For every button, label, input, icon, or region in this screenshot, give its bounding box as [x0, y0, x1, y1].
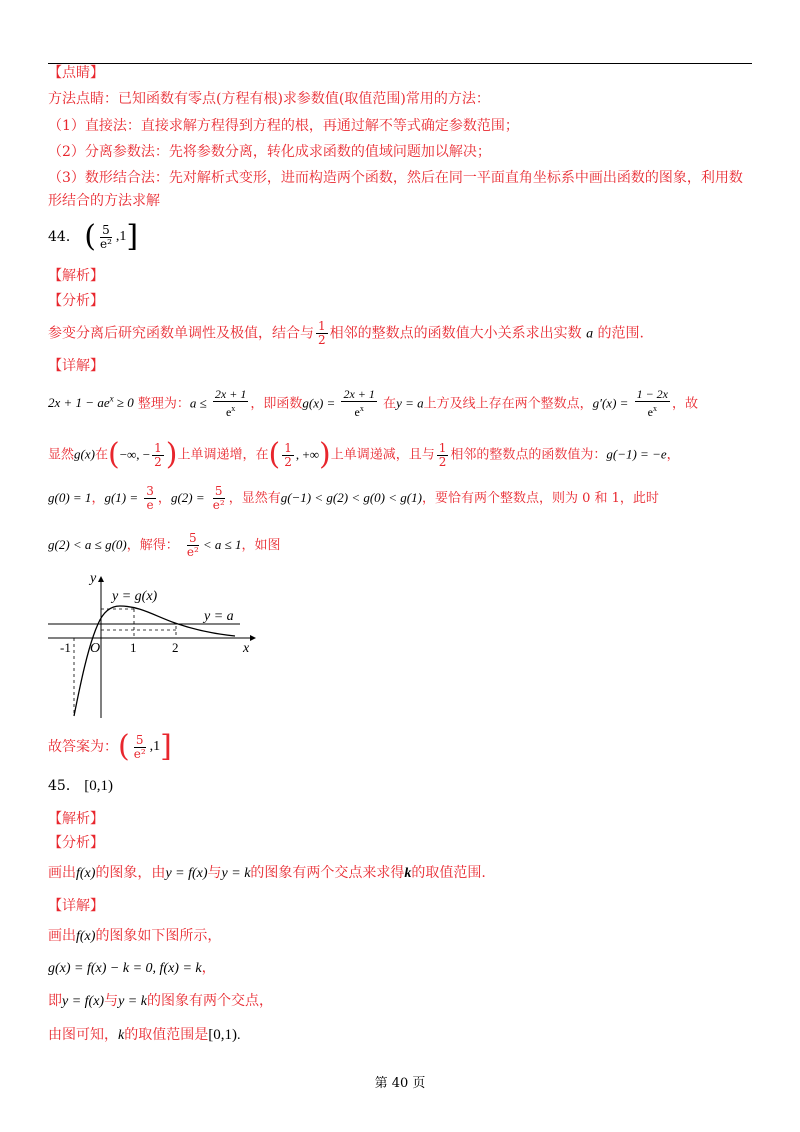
dianjing-line-2: （1）直接法：直接求解方程得到方程的根，再通过解不等式确定参数范围； [48, 118, 519, 134]
d2-gx: g(x) [74, 446, 95, 462]
sol-den: e² [186, 545, 199, 559]
k-2: k [118, 1028, 125, 1043]
dianjing-heading: 【点睛】 [48, 65, 104, 81]
final-num: 5 [135, 732, 144, 747]
d1-frac-den-2: $e^x$ [354, 404, 364, 420]
q44-answer-tail: ,1 [115, 229, 127, 244]
q45-line-3: 即y = f(x)与y = k的图象有两个交点， [48, 993, 273, 1009]
q44-detail-2: 显然g(x)在( −∞, − $\frac{1}{2}$ )上单调递增，在( $\frac{1}{2}$ , +∞ )上单调递减，且与 $\frac{1}{2}$ 相邻的整数点的函数值为：g(−1) = −e， [48, 437, 680, 472]
d2-t5: 相邻的整数点的函数值为： [450, 447, 607, 463]
q45-fenxi-text: 画出f(x)的图象，由y = f(x)与y = k的图象有两个交点来求得k的取值范围. [48, 865, 486, 881]
gp-num: 1 − 2x [636, 387, 668, 402]
d1-t4: 上方及线上存在两个整数点， [423, 396, 593, 412]
d4-t2: ，如图 [241, 538, 281, 553]
tick-2: 2 [172, 640, 179, 655]
tick-minus-1: -1 [60, 640, 71, 655]
gpx: g′(x) = [592, 395, 629, 411]
d1-frac-den: $e^x$ [225, 404, 236, 420]
gx-eq: g(x) = f(x) − k = 0, f(x) = k [48, 961, 202, 976]
q44-detail-3 [48, 485, 659, 512]
q44-fenxi-a: 参变分离后研究函数单调性及极值，结合与 [48, 325, 314, 342]
yk: y = k [221, 866, 251, 881]
function-graph [40, 568, 270, 723]
x-axis-label: x [243, 641, 250, 656]
q44-fenxi-c: 的范围. [597, 325, 644, 342]
d2-t3: 上单调递增，在 [177, 447, 269, 463]
q44-answer-den: e² [100, 236, 112, 251]
q45-line-4: 由图可知，k的取值范围是[0,1). [48, 1027, 241, 1043]
d4-t1: ，解得： [126, 538, 179, 553]
d3-t3: ，显然有 [228, 491, 281, 506]
yfx-2: y = f(x) [62, 994, 105, 1009]
sol-num: 5 [189, 531, 197, 545]
gp-den: $e^x$ [647, 404, 657, 420]
k-range: [0,1) [208, 1027, 237, 1043]
q45-number: 45． [48, 778, 80, 794]
g1-den: e [146, 498, 154, 512]
ineq: $2x + 1 - ae^x \ge 0$ [48, 394, 134, 411]
q45-answer-line [48, 775, 113, 797]
q44-final [48, 729, 172, 764]
top-rule [48, 63, 752, 64]
tick-1: 1 [130, 640, 137, 655]
origin-label: O [90, 641, 101, 656]
q44-fenxi-b: 相邻的整数点的函数值大小关系求出实数 [329, 325, 582, 342]
fx-2: f(x) [76, 929, 96, 944]
d1-t2: ，即函数 [250, 396, 303, 412]
d2-t4: 上单调递减，且与 [330, 447, 435, 463]
half-den: 2 [318, 333, 326, 347]
q45-xiangjie: 【详解】 [48, 898, 104, 914]
q44-answer-line [48, 219, 139, 254]
q44-number: 44． [48, 229, 80, 245]
d3-t2: ， [157, 491, 171, 506]
final-den: e² [133, 746, 146, 761]
gx-def: g(x) = [302, 395, 336, 411]
interval-1: ( −∞, − $\frac{1}{2}$ ) [107, 437, 178, 472]
a-range: g(2) < a ≤ g(0) [48, 537, 127, 552]
page-footer: 第 40 页 [374, 1076, 426, 1091]
q44-fenxi: 【分析】 [48, 293, 104, 309]
g-minus-1: g(−1) = −e [606, 446, 667, 462]
sol-tail: < a ≤ 1 [202, 537, 242, 552]
g2: g(2) = [170, 490, 205, 505]
curve-label: y = g(x) [112, 589, 158, 604]
q45-answer: [0,1) [84, 778, 114, 794]
a-le: a ≤ [189, 395, 207, 411]
k: k [404, 866, 412, 881]
d1-frac-num: 2x + 1 [214, 387, 247, 402]
q45-line-2: g(x) = f(x) − k = 0, f(x) = k， [48, 960, 216, 976]
g2-den: e² [212, 498, 225, 512]
g2-num: 5 [214, 484, 223, 498]
fx: f(x) [76, 866, 96, 881]
d1-t5: ，故 [672, 396, 699, 412]
d2-t6: ， [666, 447, 680, 463]
q44-detail-1 [48, 388, 698, 419]
yfx: y = f(x) [165, 866, 208, 881]
q44-answer-num: 5 [102, 222, 110, 237]
q44-fenxi-text [48, 320, 644, 347]
q45-fenxi: 【分析】 [48, 835, 104, 851]
g1-num: 3 [146, 484, 154, 498]
final-answer: ( $\frac{5}{\text{e²}}$ ,1 ] [118, 729, 172, 764]
x-axis-arrow [250, 635, 256, 641]
d1-t1: 整理为： [137, 396, 190, 412]
d3-t4: ，要恰有两个整数点，则为 0 和 1，此时 [421, 491, 659, 506]
y-axis-label: y [90, 571, 97, 586]
yk-2: y = k [118, 994, 147, 1009]
q44-answer: ( $\frac{5}{\text{e²}}$ ,1 ] [84, 219, 139, 254]
g0: g(0) = 1 [48, 490, 92, 505]
q45-line-1: 画出f(x)的图象如下图所示， [48, 928, 222, 944]
g1: g(1) = [104, 490, 139, 505]
dianjing-line-1: 方法点睛：已知函数有零点(方程有根)求参数值(取值范围)常用的方法： [48, 91, 490, 107]
final-text: 故答案为： [48, 739, 118, 755]
q45-jiexi: 【解析】 [48, 811, 104, 827]
q44-detail-4 [48, 532, 281, 559]
d3-t1: ， [91, 491, 105, 506]
d2-t1: 显然 [48, 447, 75, 463]
line-label: y = a [204, 609, 234, 624]
q44-xiangjie: 【详解】 [48, 358, 104, 374]
dianjing-line-4: （3）数形结合法：先对解析式变形，进而构造两个函数，然后在同一平面直角坐标系中画出函数的图象，利用数 [48, 170, 743, 186]
y-axis-arrow [98, 576, 104, 582]
d2-t2: 在 [94, 447, 108, 463]
var-a: a [586, 326, 594, 342]
half-num: 1 [318, 319, 326, 333]
q44-jiexi: 【解析】 [48, 268, 104, 284]
interval-2: ( $\frac{1}{2}$ , +∞ ) [268, 437, 331, 472]
ya: y = a [396, 395, 424, 411]
d1-t3: 在 [383, 396, 397, 412]
g-chain: g(−1) < g(2) < g(0) < g(1) [280, 490, 422, 505]
dianjing-line-3: （2）分离参数法：先将参数分离，转化成求函数的值域问题加以解决； [48, 144, 491, 160]
d1-frac-num-2: 2x + 1 [343, 387, 375, 402]
final-tail: ,1 [149, 739, 161, 754]
dianjing-line-5: 形结合的方法求解 [48, 193, 160, 209]
